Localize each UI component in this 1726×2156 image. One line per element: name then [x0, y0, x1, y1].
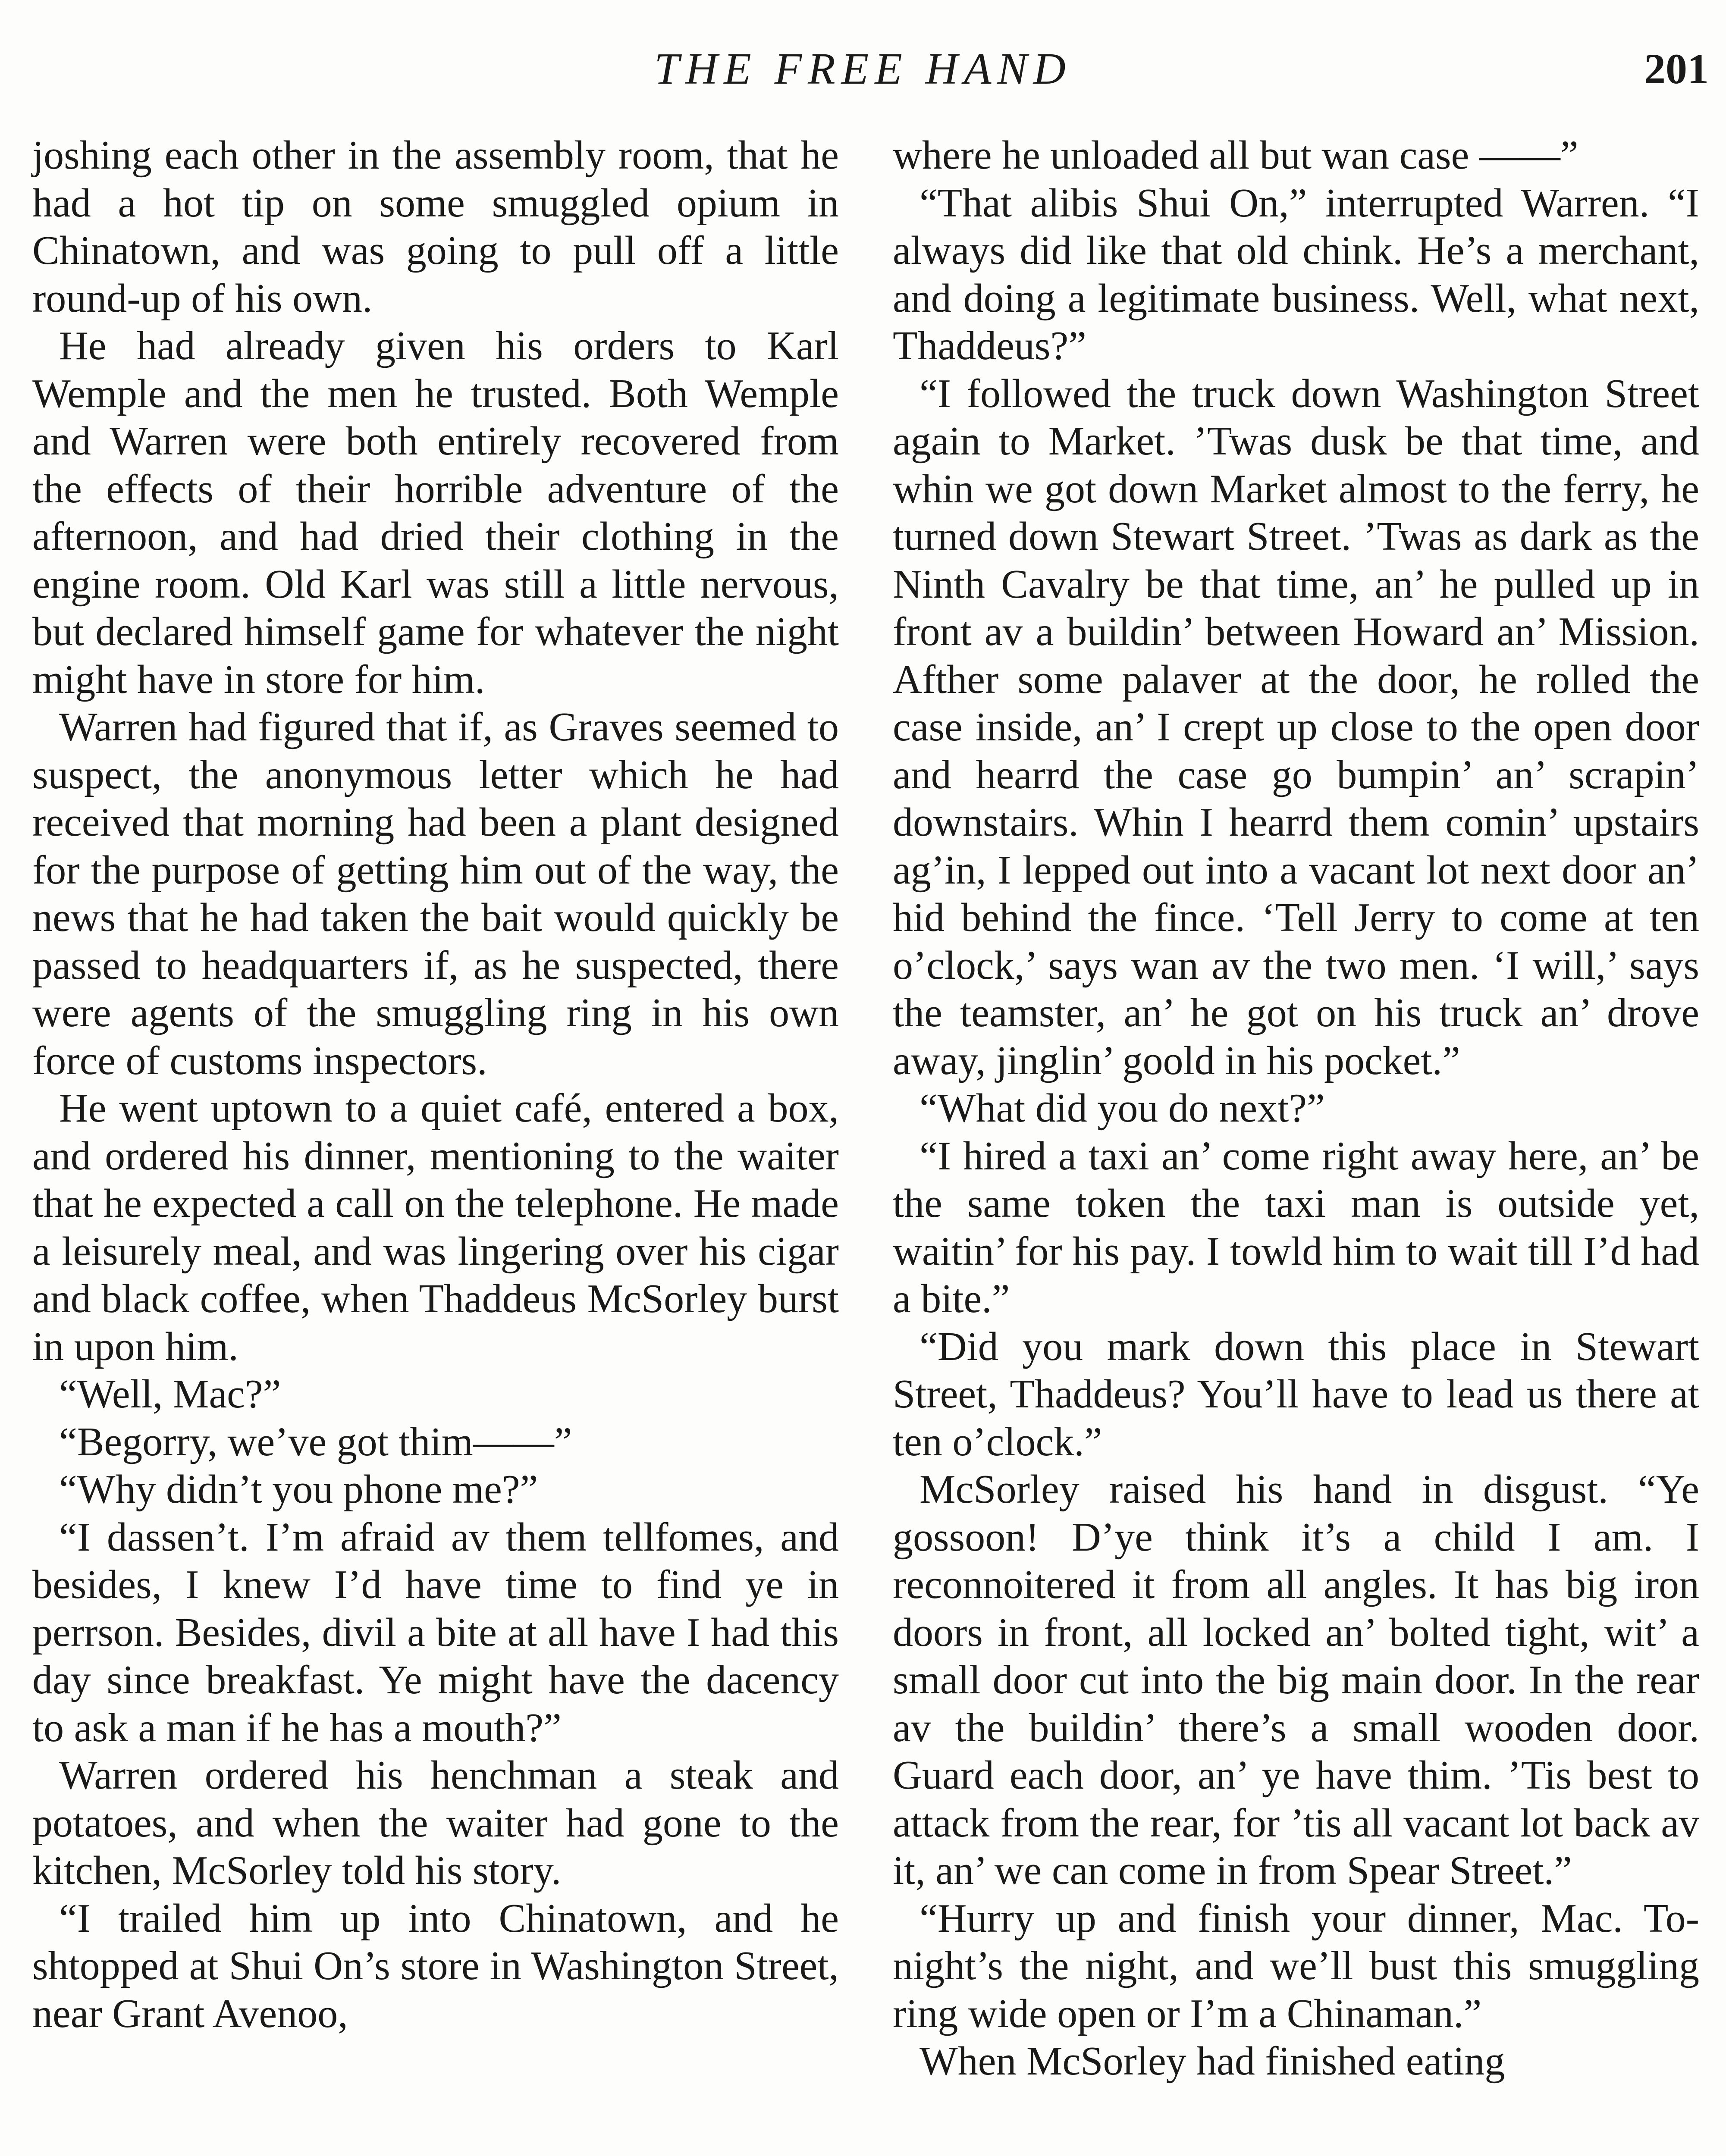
- running-header: [0, 41, 1726, 97]
- page-number: 201: [1644, 45, 1709, 93]
- paragraph: joshing each other in the assembly room, that he had a hot tip on some smuggled opium in Chinatown, and was going to pull off a little round-up of his own.: [32, 133, 839, 321]
- paragraph: Warren ordered his henchman a steak and potatoes, and when the waiter had gone to the kitchen, McSorley told his story.: [32, 1753, 839, 1893]
- paragraph: He went uptown to a quiet café, entered a box, and ordered his dinner, mentioning to the waiter that he expected a call on the telephone. He made a leisurely meal, and was lingering over his cigar and black coffee, when Thaddeus McSorley burst in upon him.: [32, 1086, 839, 1369]
- paragraph: “Well, Mac?”: [59, 1372, 281, 1416]
- paragraph: “What did you do next?”: [919, 1086, 1325, 1131]
- paragraph: “Why didn’t you phone me?”: [59, 1467, 538, 1512]
- paragraph: “I hired a taxi an’ come right away here, an’ be the same token the taxi man is outside yet, waitin’ for his pay. I towld him to wait till I’d had a bite.”: [893, 1133, 1699, 1321]
- paragraph: “Begorry, we’ve got thim——”: [59, 1419, 572, 1464]
- paragraph: where he unloaded all but wan case ——”: [893, 133, 1579, 178]
- paragraph: McSorley raised his hand in disgust. “Ye gossoon! D’ye think it’s a child I am. I reconnoitered it from all angles. It has big iron doors in front, all locked an’ bolted tight, wit’ a small door cut into the big main door. In the rear av the buildin’ there’s a small wooden door. Guard each door, an’ ye have thim. ’Tis best to attack from the rear, for ’tis all vacant lot back av it, an’ we can come in from Spear Street.”: [893, 1467, 1699, 1893]
- paragraph: “I followed the truck down Washington Street again to Market. ’Twas dusk be that time, and whin we got down Market almost to the ferry, he turned down Stewart Street. ’Twas as dark as the Ninth Cavalry be that time, an’ he pulled up in front av a buildin’ between Howard an’ Mission. Afther some palaver at the door, he rolled the case inside, an’ I crept up close to the open door and hearrd the case go bumpin’ an’ scrapin’ downstairs. Whin I hearrd them comin’ upstairs ag’in, I lepped out into a vacant lot next door an’ hid behind the fince. ‘Tell Jerry to come at ten o’clock,’ says wan av the two men. ‘I will,’ says the teamster, an’ he got on his truck an’ drove away, jinglin’ goold in his pocket.”: [893, 371, 1699, 1083]
- paragraph: He had already given his orders to Karl Wemple and the men he trusted. Both Wemple and Warren were both entirely recovered from the effects of their horrible adventure of the afternoon, and had dried their clothing in the engine room. Old Karl was still a little nervous, but declared himself game for whatever the night might have in store for him.: [32, 323, 839, 702]
- paragraph: “Hurry up and finish your dinner, Mac. To-night’s the night, and we’ll bust this smuggling ring wide open or I’m a Chinaman.”: [893, 1896, 1699, 2036]
- paragraph: When McSorley had finished eating: [919, 2039, 1505, 2084]
- paragraph: “I dassen’t. I’m afraid av them tellfomes, and besides, I knew I’d have time to find ye in perrson. Besides, divil a bite at all have I had this day since breakfast. Ye might have the dacency to ask a man if he has a mouth?”: [32, 1514, 839, 1750]
- paragraph: Warren had figured that if, as Graves seemed to suspect, the anonymous letter which he had received that morning had been a plant designed for the purpose of getting him out of the way, the news that he had taken the bait would quickly be passed to headquarters if, as he suspected, there were agents of the smuggling ring in his own force of customs inspectors.: [32, 705, 839, 1083]
- paragraph: “Did you mark down this place in Stewart Street, Thaddeus? You’ll have to lead us there at ten o’clock.”: [893, 1324, 1699, 1464]
- paragraph: “I trailed him up into Chinatown, and he shtopped at Shui On’s store in Washington Street, near Grant Avenoo,: [32, 1896, 839, 2036]
- paragraph: “That alibis Shui On,” interrupted Warren. “I always did like that old chink. He’s a merchant, and doing a legitimate business. Well, what next, Thaddeus?”: [893, 180, 1699, 368]
- left-column: [32, 132, 839, 2037]
- right-column: [893, 132, 1699, 2085]
- header-title: THE FREE HAND: [654, 44, 1072, 94]
